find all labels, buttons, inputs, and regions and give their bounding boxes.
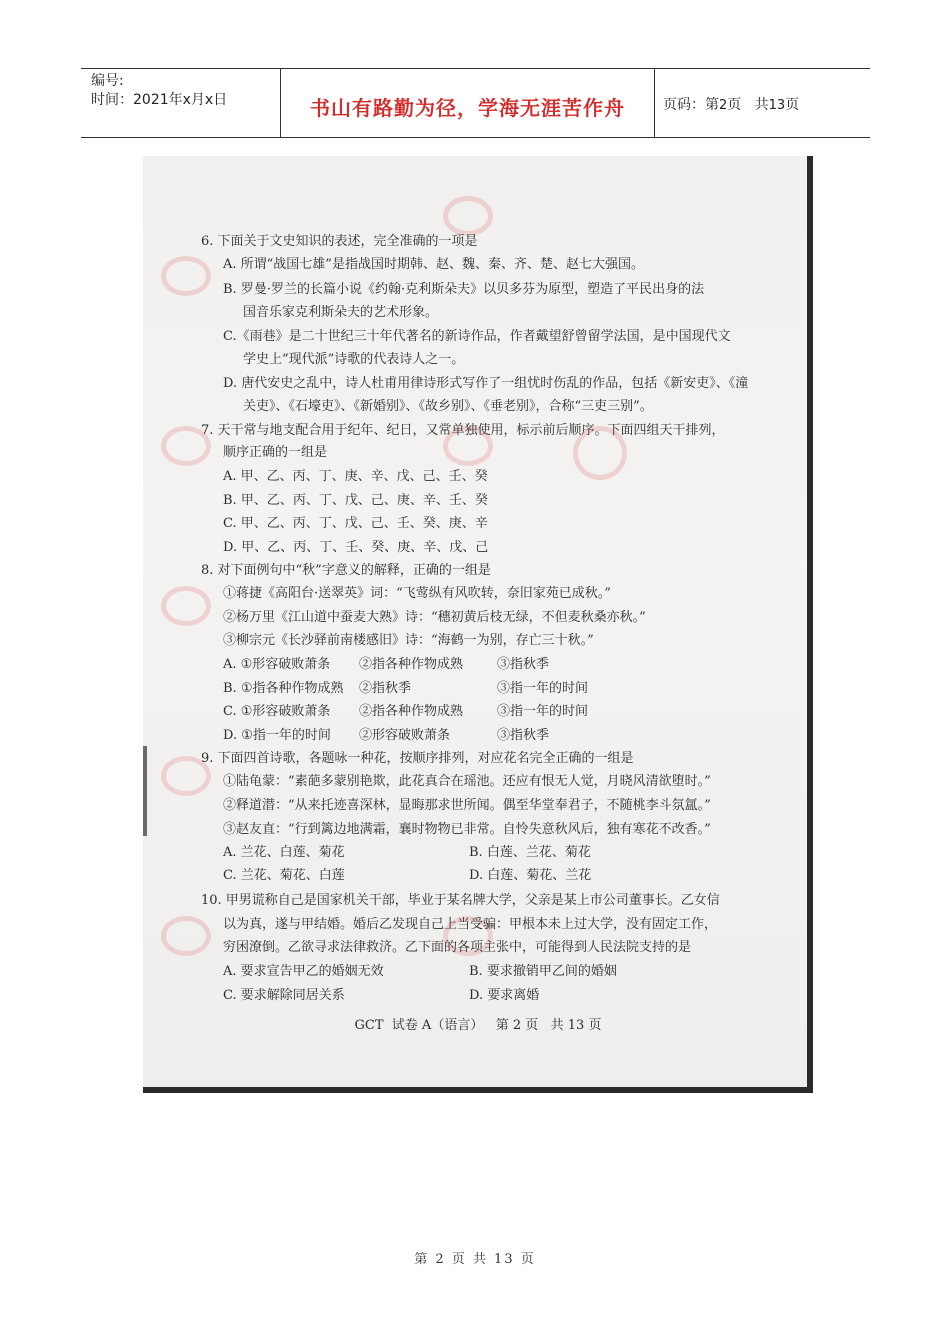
q9-option-c: C. 兰花、菊花、白莲 [223,868,345,883]
q10-option-a: A. 要求宣告甲乙的婚姻无效 [223,964,384,979]
q6-option-c-cont: 学史上“现代派”诗歌的代表诗人之一。 [243,352,465,367]
q7-option-c: C. 甲、乙、丙、丁、戊、己、壬、癸、庚、辛 [223,516,488,531]
header-page-cell [655,69,870,137]
header-motto-cell [281,69,655,137]
q7-option-d: D. 甲、乙、丙、丁、壬、癸、庚、辛、戊、己 [223,540,489,555]
q10-stem-cont-2: 穷困潦倒。乙欲寻求法律救济。乙下面的各项主张中，可能得到人民法院支持的是 [223,940,692,955]
q6-option-d: D. 唐代安史之乱中，诗人杜甫用律诗形式写作了一组忧时伤乱的作品，包括《新安吏》、《潼 [223,376,749,391]
q7-option-b: B. 甲、乙、丙、丁、戊、己、庚、辛、壬、癸 [223,493,488,508]
q9-sentence-1: ①陆龟蒙：“素葩多蒙别艳欺，此花真合在瑶池。还应有恨无人觉，月晓风清欲堕时。” [223,774,711,789]
page-number: 2 [719,98,728,113]
motto: 书山有路勤为径，学海无涯苦作舟 [310,96,625,120]
q9-sentence-3: ③赵友直：“行到篱边地满霜，襄时物物已非常。自怜失意秋风后，独有寒花不改香。” [223,822,711,837]
q10-option-d: D. 要求离婚 [469,988,540,1003]
q8-c-3: ③指一年的时间 [497,704,589,719]
q10-stem: 10. 甲男谎称自己是国家机关干部，毕业于某名牌大学，父亲是某上市公司董事长。乙女信 [201,893,720,908]
q8-a-1: A. ①形容破败萧条 [223,657,331,672]
q7-stem: 7. 天干常与地支配合用于纪年、纪日，又常单独使用，标示前后顺序。下面四组天干排列， [201,423,725,438]
q8-stem: 8. 对下面例句中“秋”字意义的解释，正确的一组是 [201,563,491,578]
q8-sentence-2: ②杨万里《江山道中蚕麦大熟》诗：“穗初黄后枝无绿，不但麦秋桑亦秋。” [223,610,646,625]
scanned-page [143,156,813,1093]
exam-content [143,156,813,1093]
q9-option-b: B. 白莲、兰花、菊花 [469,845,591,860]
page-end: 页 [785,97,800,113]
q6-option-b: B. 罗曼·罗兰的长篇小说《约翰·克利斯朵夫》以贝多芬为原型，塑造了平民出身的法 [223,282,705,297]
q10-stem-cont-1: 以为真，遂与甲结婚。婚后乙发现自己上当受骗：甲根本未上过大学，没有固定工作， [223,917,718,932]
time-label: 时间：2021年x月x日 [91,92,228,108]
q8-c-2: ②指各种作物成熟 [359,704,464,719]
q7-stem-cont: 顺序正确的一组是 [223,445,328,460]
q6-option-a: A. 所谓“战国七雄”是指战国时期韩、赵、魏、秦、齐、楚、赵七大强国。 [223,257,644,272]
q8-b-2: ②指秋季 [359,681,412,696]
q10-option-c: C. 要求解除同居关系 [223,988,345,1003]
page-label: 页码：第 [663,97,719,113]
q9-option-a: A. 兰花、白莲、菊花 [223,845,345,860]
q8-a-2: ②指各种作物成熟 [359,657,464,672]
page-footer: 第 2 页 共 13 页 [414,1252,536,1267]
q8-d-2: ②形容破败萧条 [359,728,451,743]
q8-sentence-3: ③柳宗元《长沙驿前南楼感旧》诗：“海鹤一为别，存亡三十秋。” [223,633,594,648]
page-info [663,94,799,114]
q9-sentence-2: ②释道潜：“从来托迹喜深林，显晦那求世所闻。偶至华堂奉君子，不随桃李斗氛氲。” [223,798,711,813]
q8-sentence-1: ①蒋捷《高阳台·送翠英》词：“飞莺纵有风吹转，奈旧家苑已成秋。” [223,586,611,601]
q6-option-d-cont: 关吏》、《石壕吏》、《新婚别》、《故乡别》、《垂老别》，合称“三吏三别”。 [243,399,653,414]
q6-stem: 6. 下面关于文史知识的表述，完全准确的一项是 [201,234,478,249]
q9-stem: 9. 下面四首诗歌，各题咏一种花，按顺序排列，对应花名完全正确的一组是 [201,751,634,766]
q8-d-3: ③指秋季 [497,728,550,743]
page-total: 13 [768,98,786,113]
scan-page-footer: GCT 试卷 A（语言） 第 2 页 共 13 页 [354,1018,602,1033]
q8-b-3: ③指一年的时间 [497,681,589,696]
q8-d-1: D. ①指一年的时间 [223,728,331,743]
q9-option-d: D. 白莲、菊花、兰花 [469,868,592,883]
q8-b-1: B. ①指各种作物成熟 [223,681,344,696]
q8-a-3: ③指秋季 [497,657,550,672]
document-header [81,68,870,138]
q6-option-b-cont: 国音乐家克利斯朵夫的艺术形象。 [243,305,439,320]
page-mid: 页 共 [727,97,769,113]
q10-option-b: B. 要求撤销甲乙间的婚姻 [469,964,617,979]
header-meta-cell [81,69,281,137]
q7-option-a: A. 甲、乙、丙、丁、庚、辛、戊、己、壬、癸 [223,469,488,484]
q6-option-c: C.《雨巷》是二十世纪三十年代著名的新诗作品，作者戴望舒曾留学法国，是中国现代文 [223,329,731,344]
q8-c-1: C. ①形容破败萧条 [223,704,331,719]
code-label: 编号: [91,73,124,89]
